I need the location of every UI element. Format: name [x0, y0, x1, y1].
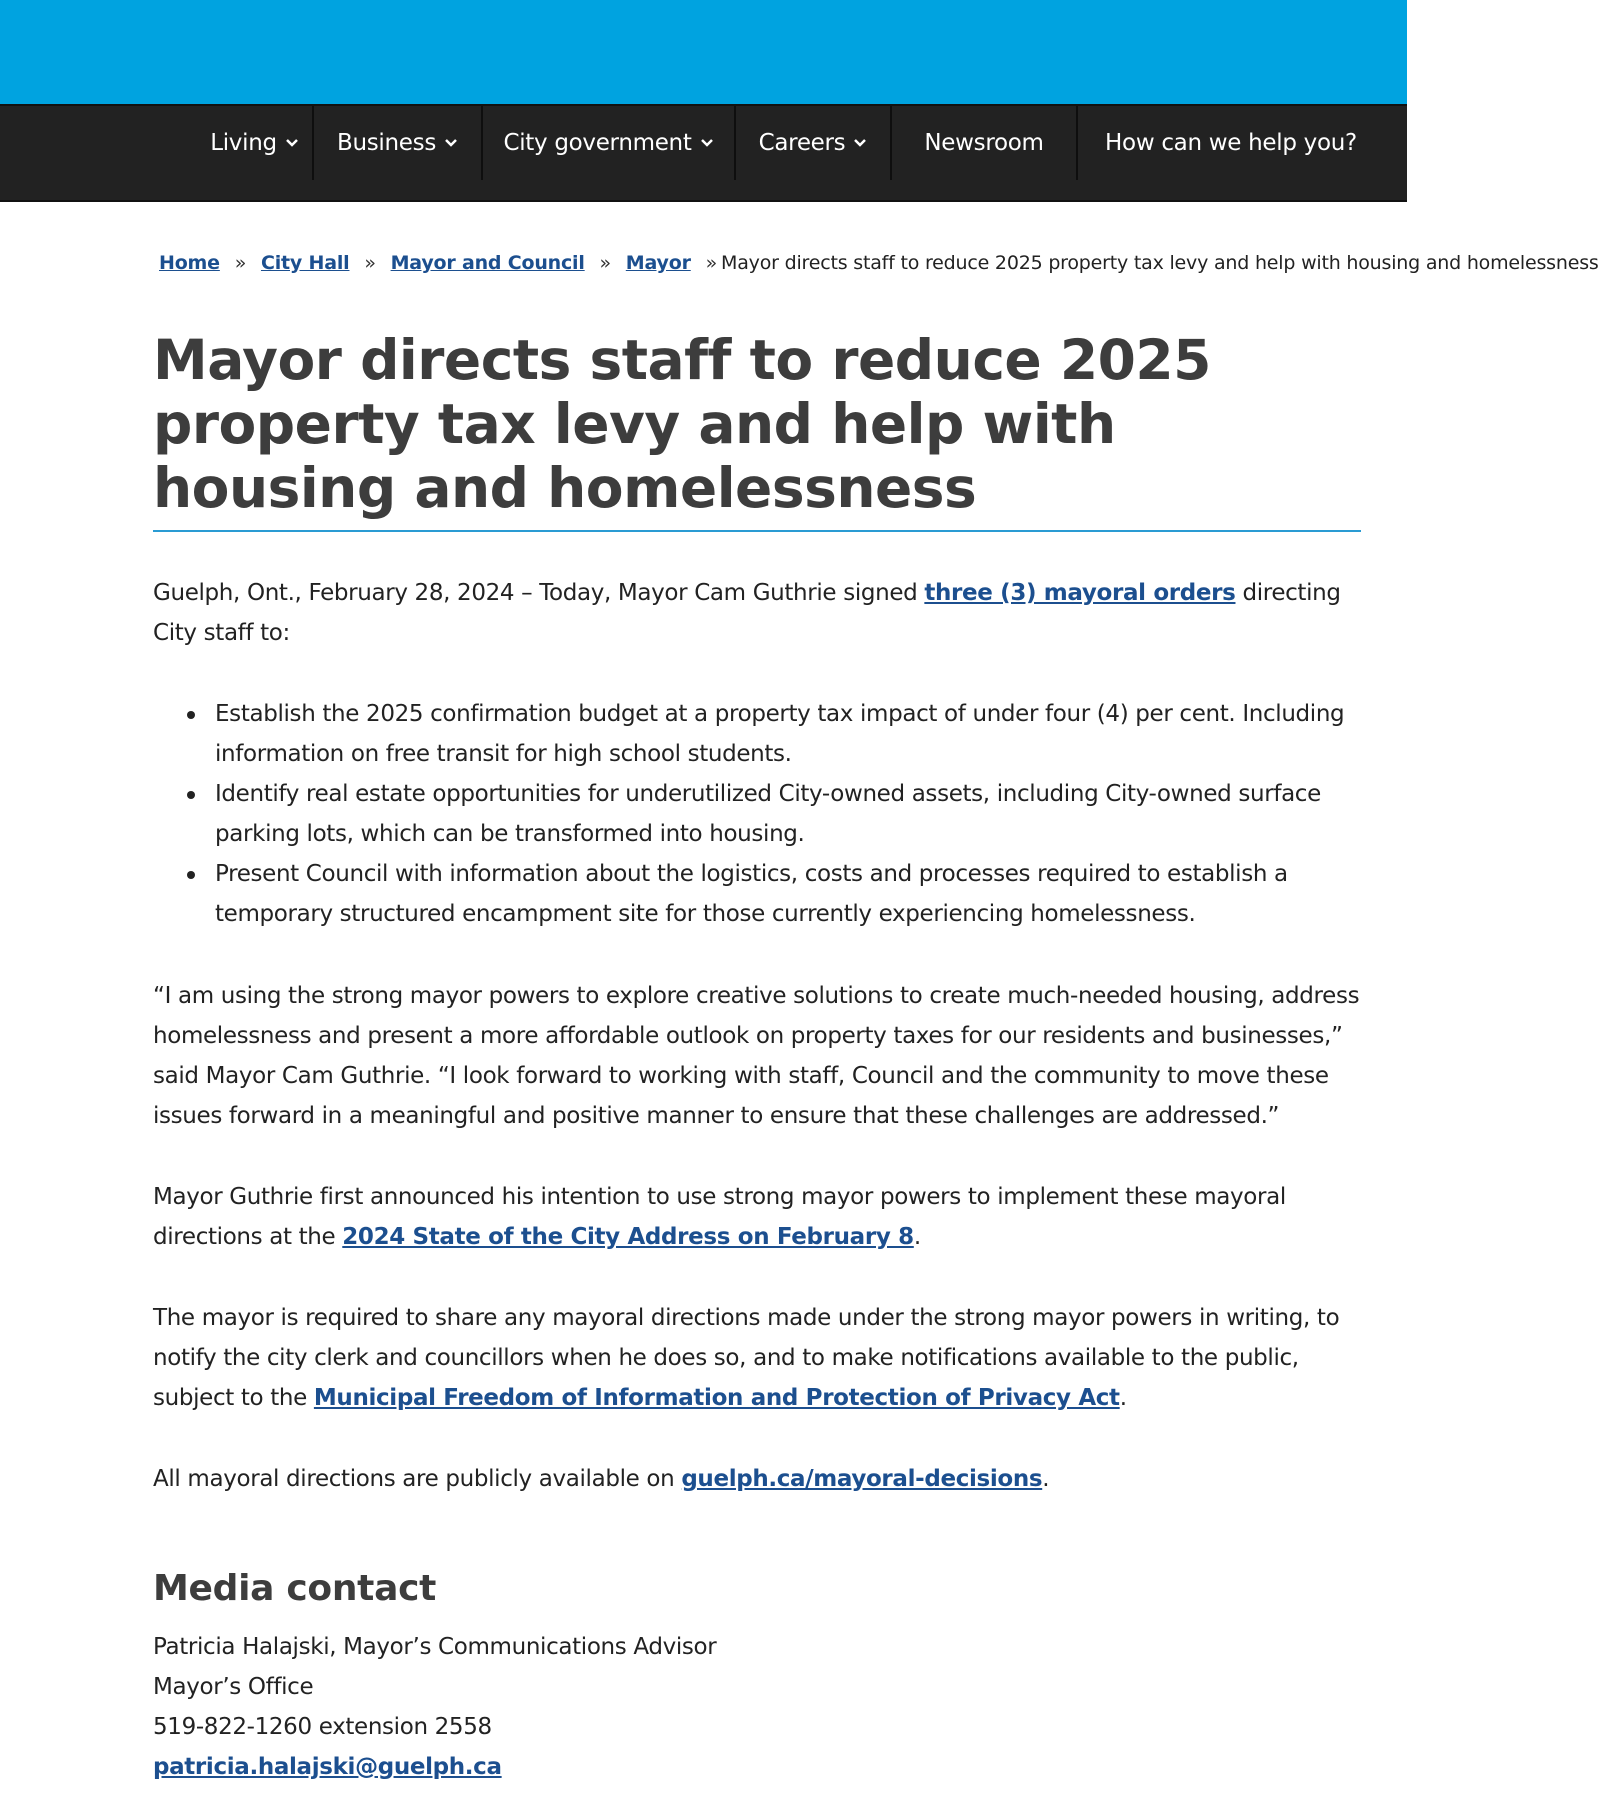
- directions-list: [215, 694, 1365, 934]
- breadcrumb-separator: »: [234, 252, 247, 274]
- contact-name: Patricia Halajski, Mayor’s Communications Advisor: [153, 1634, 717, 1660]
- breadcrumb-link-home[interactable]: Home: [159, 252, 220, 274]
- requirement-text: The mayor is required to share any mayoral directions made under the strong mayor powers in writing, to notify the city clerk and councillors when he does so, and to make notifications available to the public, subject to the: [153, 1305, 1340, 1411]
- announcement-paragraph: [153, 1177, 1363, 1257]
- nav-item-label: City government: [503, 130, 692, 156]
- list-item: [215, 694, 1365, 774]
- media-contact-block: [153, 1627, 716, 1787]
- list-item-text: Establish the 2025 confirmation budget at a property tax impact of under four (4) per cent. Including information on free transit for high school students.: [215, 701, 1345, 767]
- nav-item-careers[interactable]: [736, 106, 890, 180]
- chevron-down-icon: [285, 138, 299, 148]
- chevron-down-icon: [444, 138, 458, 148]
- breadcrumb-link-mayor[interactable]: Mayor: [625, 252, 691, 274]
- nav-item-business[interactable]: [314, 106, 481, 180]
- intro-text: Guelph, Ont., February 28, 2024 – Today, Mayor Cam Guthrie signed: [153, 580, 925, 606]
- state-of-city-link[interactable]: 2024 State of the City Address on February 8: [342, 1224, 914, 1250]
- page-title: Mayor directs staff to reduce 2025 property tax levy and help with housing and homelessness: [153, 328, 1211, 520]
- requirement-paragraph: [153, 1298, 1363, 1418]
- breadcrumb-separator: »: [705, 252, 718, 274]
- contact-email-link[interactable]: patricia.halajski@guelph.ca: [153, 1754, 502, 1780]
- intro-paragraph: [153, 573, 1363, 653]
- requirement-text-end: .: [1119, 1385, 1127, 1411]
- quote-paragraph: “I am using the strong mayor powers to explore creative solutions to create much-needed housing, address homelessness and present a more affordable outlook on property taxes for our residents and businesses,” said Mayor Cam Guthrie. “I look forward to working with staff, Council and the community to move these issues forward in a meaningful and positive manner to ensure that these challenges are addressed.”: [153, 983, 1360, 1129]
- mayoral-orders-link[interactable]: three (3) mayoral orders: [924, 580, 1236, 606]
- breadcrumb-separator: »: [599, 252, 611, 274]
- nav-item-label: Business: [336, 130, 437, 156]
- mayoral-decisions-link[interactable]: guelph.ca/mayoral-decisions: [681, 1466, 1043, 1492]
- contact-phone: 519-822-1260 extension 2558: [153, 1714, 492, 1740]
- title-divider: [153, 530, 1361, 532]
- mfippa-link[interactable]: Municipal Freedom of Information and Protection of Privacy Act: [313, 1385, 1120, 1411]
- nav-item-label: Careers: [758, 130, 846, 156]
- nav-item-label: How can we help you?: [1105, 130, 1357, 156]
- nav-item-help[interactable]: [1078, 106, 1384, 180]
- bullet-icon: [187, 791, 195, 799]
- contact-office: Mayor’s Office: [153, 1674, 314, 1700]
- bullet-icon: [187, 871, 195, 879]
- bullet-icon: [187, 711, 195, 719]
- nav-item-label: Living: [210, 130, 277, 156]
- intro-text-end: directing City staff to:: [153, 580, 1341, 646]
- nav-item-label: Newsroom: [924, 130, 1044, 156]
- chevron-down-icon: [700, 138, 714, 148]
- breadcrumb: [159, 252, 1599, 274]
- list-item: [215, 854, 1365, 934]
- nav-item-newsroom[interactable]: [892, 106, 1076, 180]
- announcement-text: Mayor Guthrie first announced his intention to use strong mayor powers to implement these mayoral directions at the: [153, 1184, 1286, 1250]
- availability-text: All mayoral directions are publicly available on: [153, 1466, 682, 1492]
- nav-item-living[interactable]: [196, 106, 313, 180]
- breadcrumb-current: Mayor directs staff to reduce 2025 property tax levy and help with housing and homelessness: [721, 252, 1599, 274]
- list-item-text: Present Council with information about the logistics, costs and processes required to establish a temporary structured encampment site for those currently experiencing homelessness.: [215, 861, 1288, 927]
- media-contact-heading: Media contact: [153, 1568, 437, 1609]
- nav-item-city-government[interactable]: [483, 106, 734, 180]
- breadcrumb-link-city-hall[interactable]: City Hall: [260, 252, 350, 274]
- list-item: [215, 774, 1365, 854]
- list-item-text: Identify real estate opportunities for underutilized City-owned assets, including City-owned surface parking lots, which can be transformed into housing.: [215, 781, 1321, 847]
- availability-text-end: .: [1042, 1466, 1050, 1492]
- main-navigation: [0, 104, 1407, 202]
- availability-paragraph: [153, 1459, 1363, 1499]
- breadcrumb-separator: »: [364, 252, 376, 274]
- site-header-band: [0, 0, 1407, 104]
- breadcrumb-link-mayor-and-council[interactable]: Mayor and Council: [390, 252, 585, 274]
- announcement-text-end: .: [913, 1224, 921, 1250]
- chevron-down-icon: [853, 138, 867, 148]
